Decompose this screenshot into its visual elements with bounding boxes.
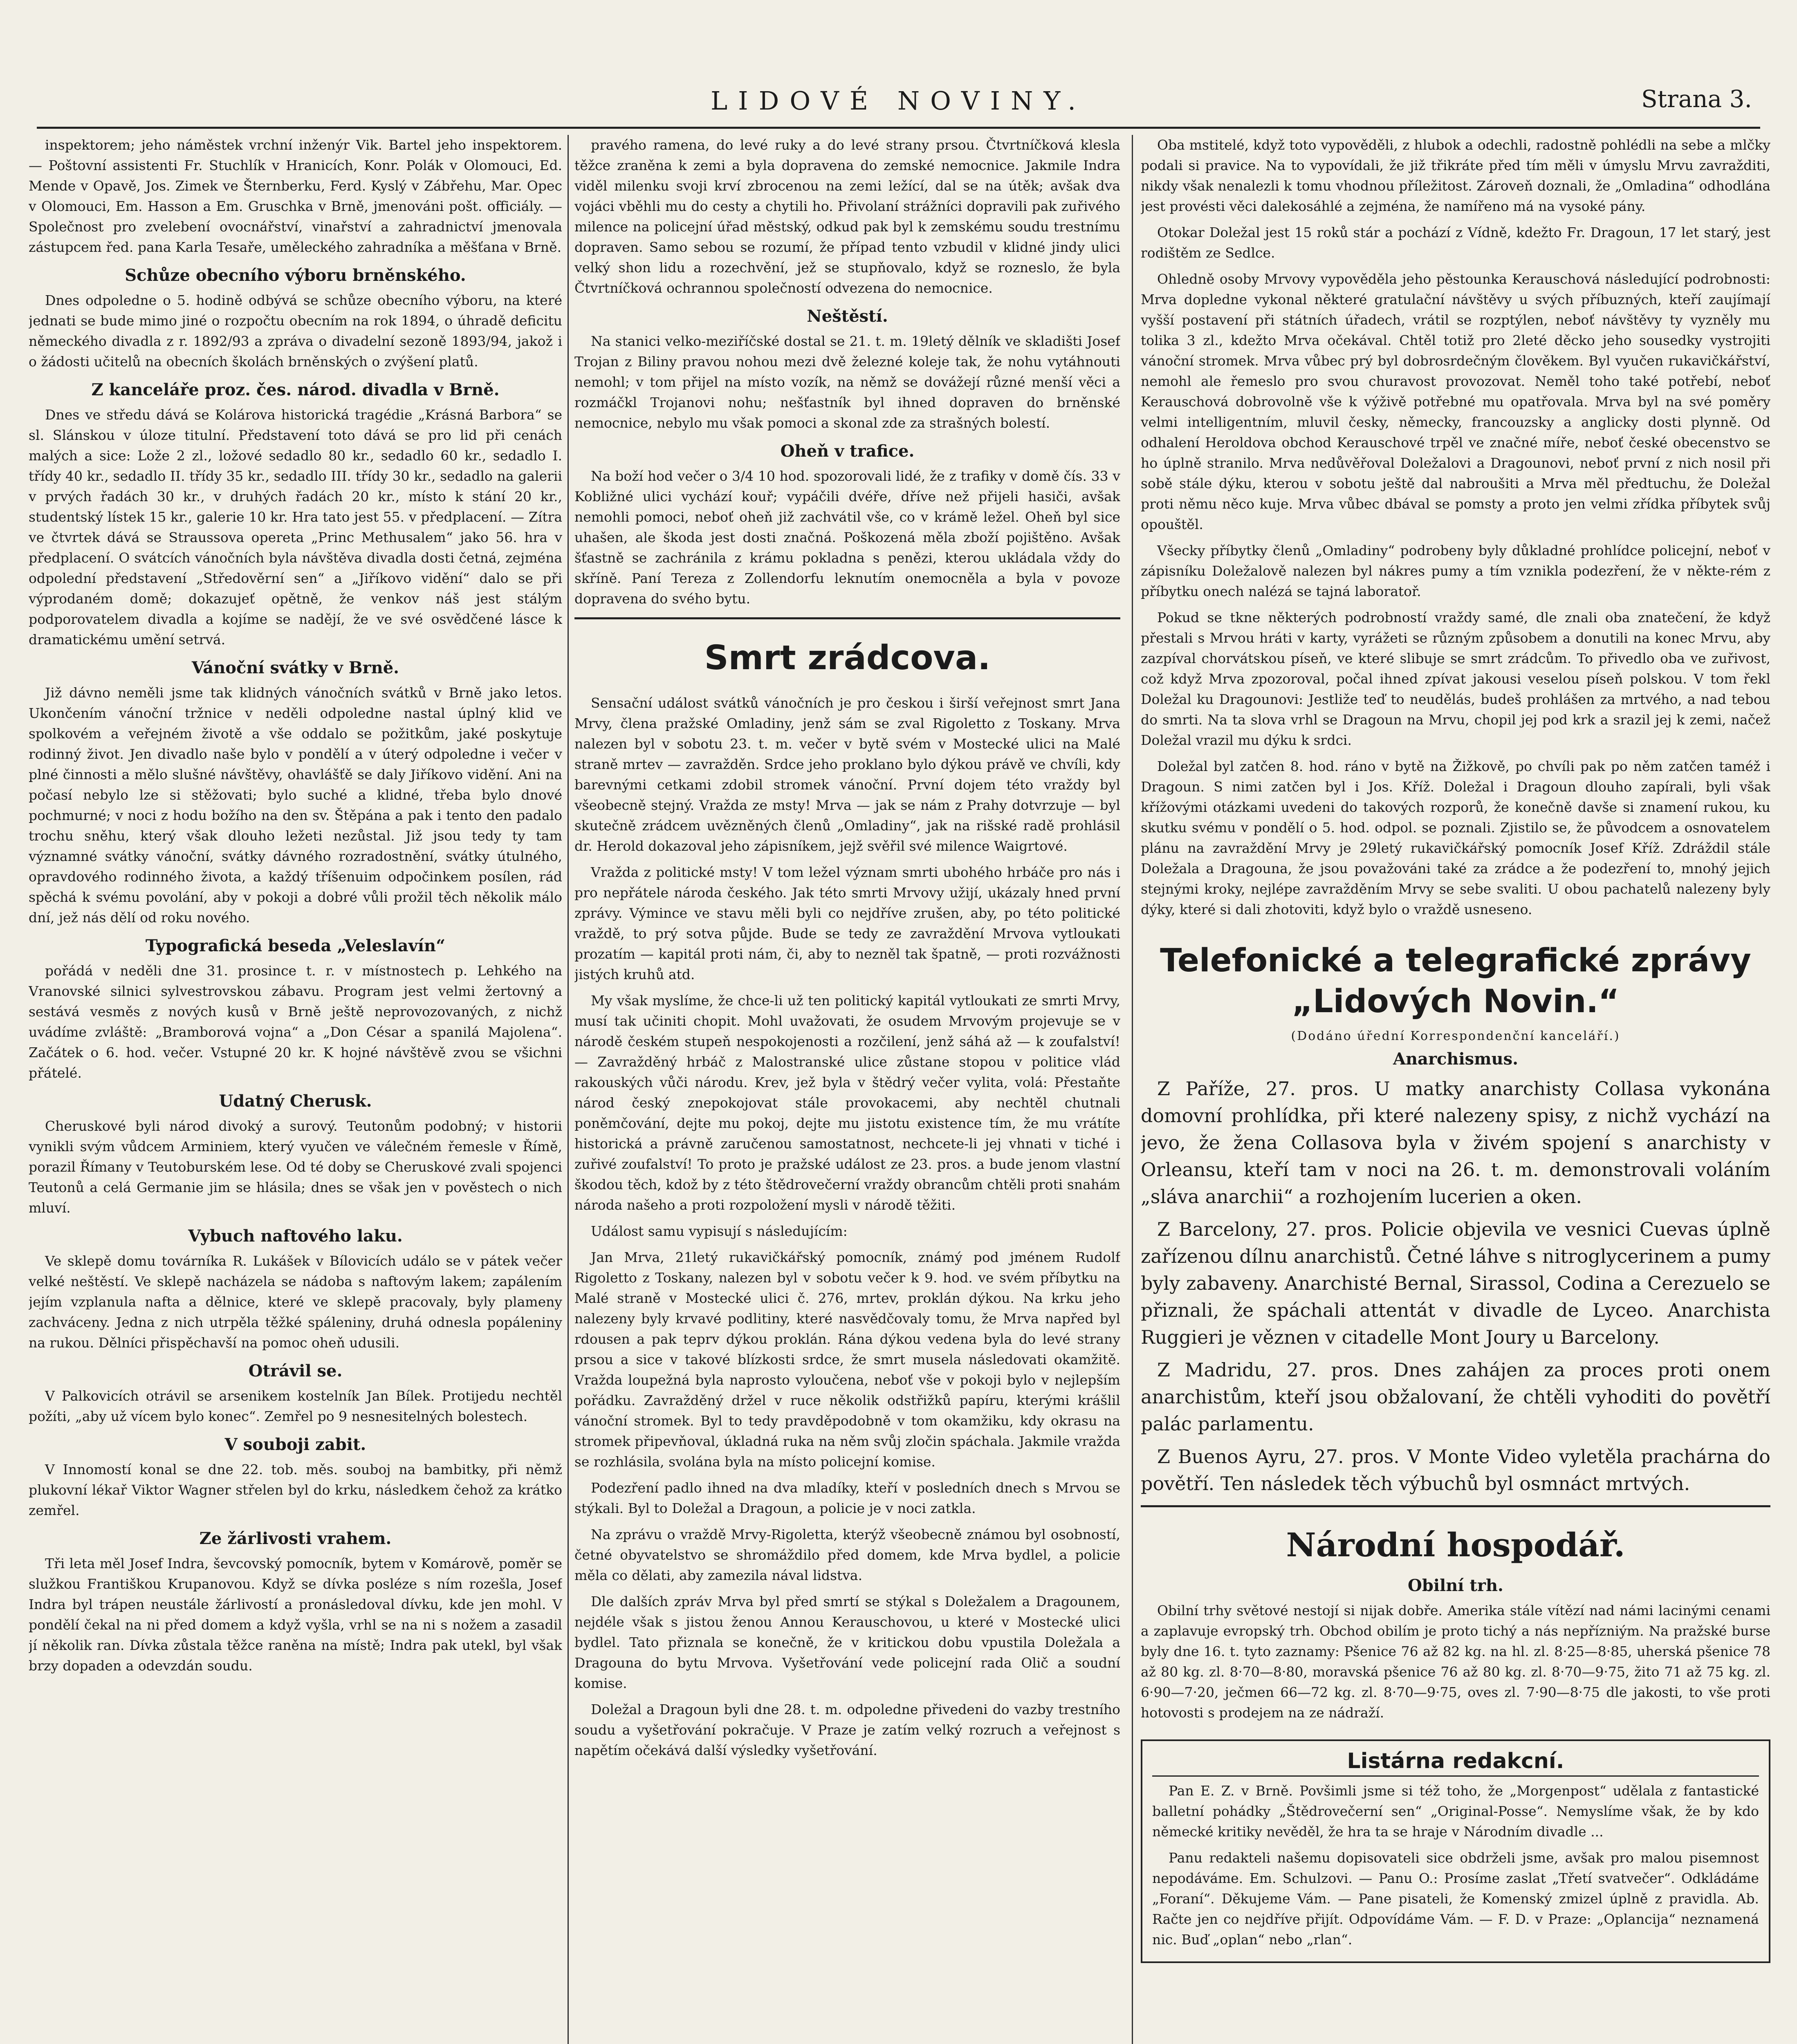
paragraph: V Palkovicích otrávil se arsenikem kostelník Jan Bílek. Protijedu nechtěl požíti, „aby už vícem bylo konec“. Zemřel po 9 nesnesitelných bolestech. (29, 1388, 562, 1424)
paragraph: Již dávno neměli jsme tak klidných vánočních svátků v Brně jako letos. Ukončením vánoční tržnice v neděli odpoledne nastal úplný klid ve spolkovém a veřejném životě a vše oddalo se požitkům, jaké poskytuje rodinný život. Jen divadlo naše bylo v pondělí a v úterý odpoledne i večer v plné činnosti a mělo slušné návštěvy, ohavlášťě se daly Jiříkovo vidění. Ani na počasí nebylo lze si stěžovati; bylo suché a klidné, třeba bylo dnové pochmurné; v noci z hodu božího na den sv. Štěpána a pak i tento den padalo trochu sněhu, který však dlouho ležeti nezůstal. Již jsou tedy ty tam významné svátky vánoční, svátky dávného rozradostnění, svátky útulného, opravdového rodinného života, a každý tříšenuim odpočinkem posílen, rád spěchá k svému povolání, aby v pokoji a dobré vůli prožil těch několik málo dní, jež nás dělí od roku nového. (29, 685, 562, 926)
paragraph: My však myslíme, že chce-li už ten politický kapitál vytloukati ze smrti Mrvy, musí tak učiniti chopit. Mohl uvažovati, že osudem Mrvovým projevuje se v národě českém stupeň nespokojenosti a rozčilení, jenž sáhá až — k zoufalství! — Zavražděný hrbáč z Malostranské ulice zůstane stopou v politice vlád rakouských vůči národu. Krev, jež byla v štědrý večer vylita, volá: Přestaňte národ český znepokojovat stále provokacemi, aby nechtěl chutnali poněmčování, dejte mu pokoj, dejte mu jistotu existence tím, že mu vrátíte historická a právně zaručenou samostatnost, nechcete-li jej vhnati v tiché i zuřivé zoufalství! To proto je pražské událost ze 23. pros. a bude jenom vlastní škodou těch, kdož by z této štědrovečerní vraždy obrancům chtěli proti snahám národa našeho a proti rozpoložení mysli v národě těžiti. (574, 993, 1120, 1213)
paragraph: Pokud se tkne některých podrobností vraždy samé, dle znali oba znatečení, že když přestali s Mrvou hráti v karty, vyrážeti se různým způsobem a donutili na konec Mrvu, aby zazpíval chorvátskou píseň, ve které slibuje se smrt zrádcům. To přivedlo oba ve zuřivost, což když Mrva zpozoroval, počal ihned zpívat jakousi veselou píseň polskou. V tom řekl Doležal ku Dragounovi: Jestliže teď to neudělás, budeš prohlášen za mrtvého, a nad tebou do smrti. Na ta slova vrhl se Dragoun na Mrvu, chopil jej pod krk a srazil jej k zemi, načež Doležal vrazil mu dýku k srdci. (1141, 610, 1770, 748)
paragraph: Jan Mrva, 21letý rukavičkářský pomocník, známý pod jménem Rudolf Rigoletto z Toskany, nalezen byl v sobotu večer k 9. hod. ve svém příbytku na Malé straně v Mostecké ulici č. 276, mrtev, proklán dýkou. Na krku jeho nalezeny byly krvavé podlitiny, které nasvědčovaly tomu, že Mrva napřed byl rdousen a pak teprv dýkou proklán. Rána dýkou vedena byla do levé strany prsou a sice v takové blízkosti srdce, že smrt musela následovati okamžitě. Vražda loupežná byla naprosto vyloučena, neboť vše v pokoji bylo v nejlepším pořádku. Zavražděný držel v ruce několik odstřižků papíru, kterými krášlil vánoční stromek. Byl to tedy pravděpodobně v tom okamžiku, kdy okrasu na stromek připevňoval, úkladná ruka na něm svůj zločin spáchala. Jakmile vražda se rozhlásila, svolána byla na místo policejní komise. (574, 1249, 1120, 1470)
economy-headline: Národní hospodář. (1286, 1526, 1625, 1564)
page-number: Strana 3. (1641, 85, 1752, 113)
paragraph: pravého ramena, do levé ruky a do levé strany prsou. Čtvrtníčková klesla těžce zraněna k zemi a byla dopravena do zemské nemocnice. Jakmile Indra viděl milenku svoji krví zbrocenou na zemi ležící, dal se na útěk; avšak dva vojáci vběhli mu do cesty a chytili ho. Přivolaní strážníci dopravili pak zuřivého milence na policejní úřad městský, odkud pak byl k zemskému soudu trestnímu dopraven. Samo sebou se rozumí, že případ tento vzbudil v klidné jindy ulici velký shon lidu a rozechvění, jež se stupňovalo, když se rozneslo, že byla Čtvrtníčková ochrannou společností odvezena do nemocnice. (574, 137, 1120, 296)
column-divider-2 (1132, 135, 1133, 2044)
telegraph-item: Z Madridu, 27. pros. Dnes zahájen za proces proti onem anarchistům, kteří jsou obžalovaní, že chtěli vyhoditi do povětří palác parlamentu. (1141, 1359, 1770, 1435)
telegraph-subheading: Anarchismus. (1393, 1049, 1519, 1069)
article-headline: Smrt zrádcova. (704, 639, 991, 677)
editorial-letters-box (1141, 1739, 1770, 1963)
paragraph: Tři leta měl Josef Indra, ševcovský pomocník, bytem v Komárově, poměr se služkou Františkou Krupanovou. Když se dívka posléze s ním rozešla, Josef Indra byl trápen neustále žárlivostí a pronásledoval dívku, kde jen mohl. V pondělí čekal na ni před domem a když vyšla, vrhl se na ni s nožem a zasadil jí několik ran. Dívka zůstala těžce raněna na místě; Indra pak utekl, byl však brzy dopaden a odevzdán soudu. (29, 1555, 562, 1674)
paragraph: Na stanici velko-meziříčské dostal se 21. t. m. 19letý dělník ve skladišti Josef Trojan z Biliny pravou nohou mezi dvě železné koleje tak, že nohu vytáhnouti nemohl; v tom přijel na místo vozík, na němž se dovážejí různé menší věci a rozmáčkl Trojanovi nohu; nešťastník byl ihned dopraven do brněnské nemocnice, nebylo mu však pomoci a skonal zde za strašných bolestí. (574, 333, 1120, 431)
paragraph: Doležal byl zatčen 8. hod. ráno v bytě na Žižkově, po chvíli pak po něm zatčen taméž i Dragoun. S nimi zatčen byl i Jos. Kříž. Doležal i Dragoun dlouho zapírali, byli však křížovými otázkami uvedeni do takových rozporů, že konečně davše si znamení rukou, ku skutku svému v pondělí o 5. hod. odpol. se poznali. Zjistilo se, že původcem a osnovatelem plánu na zavraždění Mrvy je 29letý rukavičkářský pomocník Josef Kříž. Zdráždil stále Doležala a Dragouna, že jsou považováni také za zrádce a že podezření to, mnohý jejich stejnými kroky, nejlépe zavražděním Mrvy se sebe svaliti. U obou pachatelů nalezeny byly dýky, které si dali zhotoviti, když bylo o vraždě usneseno. (1141, 758, 1770, 917)
paragraph: Pan E. Z. v Brně. Povšimli jsme si též toho, že „Morgenpost“ udělala z fantastické balletní pohádky „Štědrovečerní sen“ „Original-Posse“. Nemyslíme však, že by kdo německé kritiky nevěděl, že hra ta se hraje v Národním divadle ... (1152, 1783, 1759, 1840)
telegraph-item: Z Buenos Ayru, 27. pros. V Monte Video vyletěla prachárna do povětří. Ten následek těch výbuchů byl osmnáct mrtvých. (1141, 1446, 1770, 1495)
section-heading: Ze žárlivosti vrahem. (199, 1529, 392, 1548)
section-heading: Z kanceláře proz. čes. národ. divadla v Brně. (91, 380, 500, 399)
telegraph-item: Z Barcelony, 27. pros. Policie objevila ve vesnici Cuevas úplně zařízenou dílnu anarchistů. Četné láhve s nitroglycerinem a pumy byly zabaveny. Anarchisté Bernal, Sirassol, Codina a Cerezuelo se přiznali, že spáchali attentát v divadle de Lyceo. Anarchista Ruggieri je věznen v citadelle Mont Joury u Barcelony. (1141, 1218, 1770, 1348)
masthead (37, 82, 1760, 129)
paragraph: Ve sklepě domu továrníka R. Lukášek v Bílovicích událo se v pátek večer velké neštěstí. Ve sklepě nacházela se nádoba s naftovým lakem; zapálením jejím vzplanula nafta a dělnice, které ve sklepě pracovaly, byly plameny zachváceny. Jedna z nich utrpěla těžké spáleniny, druhá odnesla popáleniny na rukou. Dělníci přispěchavší na pomoc oheň udusili. (29, 1253, 562, 1351)
section-heading: Oheň v trafice. (780, 442, 915, 461)
paragraph: Dle dalších zpráv Mrva byl před smrtí se stýkal s Doležalem a Dragounem, nejdéle však s jistou ženou Annou Kerauschovou, u které v Mostecké ulici bydlel. Tato přiznala se konečně, že v kritickou dobu vpustila Doležala a Dragouna do bytu Mrvova. Vyšetřování vede policejní rada Olič a soudní komise. (574, 1594, 1120, 1691)
section-heading: Udatný Cherusk. (219, 1091, 372, 1111)
divider (574, 617, 1120, 619)
paragraph: Podezření padlo ihned na dva mladíky, kteří v posledních dnech s Mrvou se stýkali. Byl to Doležal a Dragoun, a policie je v noci zatkla. (574, 1480, 1120, 1516)
section-heading: Vybuch naftového laku. (188, 1226, 403, 1246)
paragraph: Obilní trhy světové nestojí si nijak dobře. Amerika stále vítězí nad námi lacinými cenami a zaplavuje evropský trh. Obchod obilím je proto tichý a nás nepřízniým. Na pražské burse byly dne 16. t. tyto zaznamy: Pšenice 76 až 82 kg. na hl. zl. 8·25—8·85, uherská pšenice 78 až 80 kg. zl. 8·70—8·80, moravská pšenice 76 až 80 kg. zl. 8·70—9·75, žito 71 až 75 kg. zl. 6·90—7·20, ječmen 66—72 kg. zl. 8·70—9·75, oves zl. 7·90—8·75 dle jakosti, to vše proti hotovosti s prodejem na ze nádraží. (1141, 1602, 1770, 1721)
section-heading: V souboji zabit. (224, 1435, 366, 1454)
paragraph: Všecky příbytky členů „Omladiny“ podrobeny byly důkladné prohlídce policejní, neboť v zápisníku Doležalově nalezen byl nákres pumy a tím vznikla podezření, že v někte-rém z příbytku onech nalézá se tajná laboratoř. (1141, 542, 1770, 599)
column-3 (1141, 135, 1770, 2044)
divider (1141, 1505, 1770, 1507)
paragraph: pořádá v neděli dne 31. prosince t. r. v místnostech p. Lehkého na Vranovské silnici sylvestrovskou zábavu. Program jest velmi žertovný a sestává vesměs z nových kusů v Brně ještě neprovozovaných, z nichž uvádíme zvláště: „Bramborová vojna“ a „Don César a spanilá Majolena“. Začátek o 6. hod. večer. Vstupné 20 kr. K hojné návštěvě zvou se všichni přátelé. (29, 963, 562, 1081)
paragraph: Oba mstitelé, když toto vypověděli, z hlubok a odechli, radostně pohlédli na sebe a mlčky podali si pravice. Na to vypovídali, že již třikráte před tím měli v úmyslu Mrvu zavražditi, nikdy však nenalezli k tomu vhodnou příležitost. Zároveň doznali, že „Omladina“ odhodlána jest provésti věci dalekosáhlé a zejména, že namířeno má na vysoké pány. (1141, 137, 1770, 214)
paragraph: Dnes odpoledne o 5. hodině odbývá se schůze obecního výboru, na které jednati se bude mimo jiné o rozpočtu obecním na rok 1894, o úhradě deficitu německého divadla z r. 1892/93 a zpráva o divadelní sezoně 1893/94, jakož i o žádosti učitelů na obecních školách brněnských o zvýšení platů. (29, 292, 562, 370)
paragraph: inspektorem; jeho náměstek vrchní inženýr Vik. Bartel jeho inspektorem. — Poštovní assistenti Fr. Stuchlík v Hranicích, Konr. Polák v Olomouci, Ed. Mende v Opavě, Jos. Zimek ve Šternberku, Ferd. Kyslý v Zábřehu, Mar. Opec v Olomouci, Em. Hasson a Em. Gruschka v Brně, jmenováni pošt. officiály. — Společnost pro zvelebení ovocnářství, vinařství a zahradnictví jmenovala zástupcem řed. pana Karla Tesaře, uměleckého zahradníka a měšťana v Brně. (29, 137, 562, 255)
editorial-letters-title: Listárna redakcní. (1152, 1747, 1759, 1777)
telegraph-source: (Dodáno úřední Korrespondenční kanceláří.) (1291, 1029, 1620, 1043)
paragraph: Dnes ve středu dává se Kolárova historická tragédie „Krásná Barbora“ se sl. Slánskou v úloze titulní. Představení toto dává se pro lid při cenách malých a sice: Lože 2 zl., ložové sedadlo 80 kr., sedadlo 60 kr., sedadlo I. třídy 40 kr., sedadlo II. třídy 35 kr., sedadlo III. třídy 30 kr., sedadlo na galerii v prvých řadách 30 kr., v druhých řadách 20 kr., místo k stání 20 kr., studentský lístek 15 kr., galerie 10 kr. Hra tato jest 55. v předplacení. — Zítra ve čtvrtek dává se Straussova opereta „Princ Methusalem“ jako 56. hra v předplacení. O svátcích vánočních byla návštěva divadla dosti četná, zejména odpolední představení „Středověrní sen“ a „Jiříkovo vidění“ dalo se při výprodaném domě; dokazujeť opětně, že venkov náš jest stálým podporovatelem divadla a kojíme se nadějí, že ve své osvědčené lásce k dramatickému umění setrvá. (29, 407, 562, 648)
paragraph: Otokar Doležal jest 15 roků stár a pochází z Vídně, kdežto Fr. Dragoun, 17 let starý, jest rodištěm ze Sedlce. (1141, 224, 1770, 261)
paragraph: Cheruskové byli národ divoký a surový. Teutonům podobný; v historii vynikli svým vůdcem Arminiem, který vyučen ve válečném řemesle v Římě, porazil Římany v Teutoburském lese. Od té doby se Cheruskové zvali spojenci Teutonů a celá Germanie jim se hlásila; dnes se však jen v pověstech o nich mluví. (29, 1118, 562, 1216)
paragraph: Doležal a Dragoun byli dne 28. t. m. odpoledne přivedeni do vazby trestního soudu a vyšetřování pokračuje. V Praze je zatím velký rozruch a veřejnost s napětím očekává další výsledky vyšetřování. (574, 1701, 1120, 1758)
telegraph-item: Z Paříže, 27. pros. U matky anarchisty Collasa vykonána domovní prohlídka, při které nalezeny spisy, z nichž vychází na jevo, že žena Collasova byla v živém spojení s anarchisty v Orleansu, kteří tam v noci na 26. t. m. demonstrovali voláním „sláva anarchii“ a rozhojením lucerien a oken. (1141, 1078, 1770, 1208)
section-heading: Neštěstí. (807, 307, 888, 326)
section-heading: Obilní trh. (1408, 1576, 1503, 1595)
column-1 (29, 135, 562, 2044)
section-heading: Schůze obecního výboru brněnského. (125, 266, 466, 285)
column-divider-1 (568, 135, 569, 2044)
column-2 (574, 135, 1120, 2044)
paragraph: Sensační událost svátků vánočních je pro českou i širší veřejnost smrt Jana Mrvy, člena pražské Omladiny, jenž sám se zval Rigoletto z Toskany. Mrva nalezen byl v sobotu 23. t. m. večer v bytě svém v Mostecké ulici na Malé straně mrtev — zavražděn. Srdce jeho proklano bylo dýkou právě ve chvíli, kdy barevnými cetkami zdobil stromek vánoční. První dojem této vraždy byl všeobecně stejný. Vražda ze msty! Mrva — jak se nám z Prahy dotvrzuje — byl skutečně zrádcem uvězněných členů „Omladiny“, jak na rišské radě prohlásil dr. Herold dokazoval jeho zápisníkem, jejž svěřil své milence Waigrtové. (574, 695, 1120, 854)
paragraph: Ohledně osoby Mrvovy vypověděla jeho pěstounka Kerauschová následující podrobnosti: Mrva dopledne vykonal některé gratulační návštěvy u svých příbuzných, kteří zaujímají vyšší postavení při státních úřadech, vrátil se rozptýlen, neboť návštěvy ty vyzněly mu tolika 3 zl., kdežto Mrva očekával. Chtěl totiž pro 2leté děcko jeho sousedky vystrojiti vánoční stromek. Mrva vůbec prý byl dobrosrdečným člověkem. Byl vyučen rukavičkářství, nemohl ale řemeslo pro svou churavost provozovat. Neměl toho také potřebí, neboť Kerauschová dobrovolně vše k výživě potřebné mu opatřovala. Mrva byl na své poměry velmi intelligentním, mluvil česky, německy, francouzsky a anglicky dosti plynně. Od odhalení Heroldova obchod Kerauschové trpěl ve značné míře, neboť české obecenstvo se ho úplně stranilo. Mrva nedůvěřoval Doležalovi a Dragounovi, neboť první z nich nosil při sobě stále dýku, kterou v sobotu ještě dal nabroušiti a Mrva měl předtuchu, že Doležal proti němu něco kuje. Mrva vůbec dbával se pomsty a proto jen velmi zřídka příbytek svůj opouštěl. (1141, 271, 1770, 532)
paragraph: Událost samu vypisují s následujícím: (591, 1223, 848, 1239)
telegraph-headline: Telefonické a telegrafické zprávy „Lidových Novin.“ (1160, 942, 1751, 1020)
paragraph: Na boží hod večer o 3/4 10 hod. spozorovali lidé, že z trafiky v domě čís. 33 v Kobližné ulici vychází kouř; vypáčili dvéře, dříve než přijeli hasiči, avšak nemohli pomoci, neboť oheň již zachvátil vše, co v krámě ležel. Oheň byl sice uhašen, ale škoda jest dosti značná. Poškozená měla zboží pojištěno. Avšak šťastně se zachránila z krámu pokladna s penězi, kterou ukládala vždy do skříně. Paní Tereza z Zollendorfu leknutím onemocněla a byla v povoze dopravena do svého bytu. (574, 468, 1120, 607)
section-heading: Typografická beseda „Veleslavín“ (145, 936, 446, 955)
section-heading: Otrávil se. (248, 1361, 343, 1381)
section-heading: Vánoční svátky v Brně. (191, 658, 399, 677)
paragraph: Vražda z politické msty! V tom ležel význam smrti ubohého hrbáče pro nás i pro nepřátele národa českého. Jak této smrti Mrvovy užijí, ukázaly hned první zprávy. Výmince ve stavu měli byli co nejdříve zrušen, aby, po této politické vraždě, to prý sotva půjde. Bude se tedy ze zavraždění Mrvova vytloukati prozatím — kapitál proti nám, či, aby to nezněl tak špatně, — proti rozvážnosti jistých kruhů atd. (574, 864, 1120, 982)
paragraph: V Innomostí konal se dne 22. tob. měs. souboj na bambitky, při němž plukovní lékař Viktor Wagner střelen byl do krku, následkem čehož za krátko zemřel. (29, 1461, 562, 1518)
paragraph: Panu redakteli našemu dopisovateli sice obdrželi jsme, avšak pro malou pisemnost nepodáváme. Em. Schulzovi. — Panu O.: Prosíme zaslat „Třetí svatvečer“. Odkládáme „Foraní“. Děkujeme Vám. — Pane pisateli, že Komenský zmizel úplně z pravidla. Ab. Račte jen co nejdříve přijít. Odpovídáme Vám. — F. D. v Praze: „Oplancija“ neznamená nic. Buď „oplan“ nebo „rlan“. (1152, 1850, 1759, 1948)
paragraph: Na zprávu o vraždě Mrvy-Rigoletta, kterýž všeobecně známou byl osobností, četné obyvatelstvo se shromáždilo před domem, kde Mrva bydlel, a policie měla co dělati, aby zamezila nával lidstva. (574, 1526, 1120, 1583)
newspaper-title: LIDOVÉ NOVINY. (710, 86, 1086, 116)
